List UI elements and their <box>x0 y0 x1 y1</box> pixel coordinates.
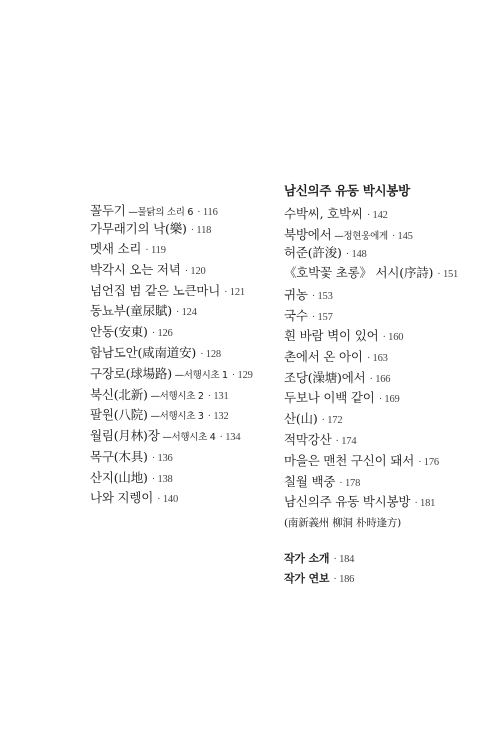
entry-title: 월림(月林)장 <box>90 428 160 443</box>
toc-entry <box>284 390 400 408</box>
entry-subtitle: —물닭의 소리 6 <box>125 207 194 218</box>
entry-subtitle: —정현웅에게 <box>331 231 388 242</box>
toc-entry <box>284 474 360 492</box>
entry-page: · 132 <box>207 411 229 422</box>
toc-entry <box>284 287 333 305</box>
section-heading: 남신의주 유동 박시봉방 <box>284 183 410 198</box>
entry-title: 두보나 이백 같이 <box>284 390 375 405</box>
entry-title: 허준(許浚) <box>284 245 342 260</box>
entry-title: 산(山) <box>284 411 318 426</box>
toc-entry <box>284 308 333 326</box>
entry-title: 나와 지렝이 <box>90 490 154 505</box>
toc-entry <box>90 407 229 425</box>
entry-page: · 131 <box>207 391 229 402</box>
entry-page: · 116 <box>197 207 218 218</box>
toc-entry <box>284 328 403 346</box>
toc-entry <box>284 349 388 367</box>
toc-entry <box>90 324 173 342</box>
back-matter-entry <box>284 570 354 588</box>
entry-title: 함남도안(咸南道安) <box>90 345 197 360</box>
entry-page: · 136 <box>151 453 173 464</box>
toc-entry <box>90 449 173 467</box>
entry-title: 산지(山地) <box>90 470 148 485</box>
entry-page: · 153 <box>311 291 333 302</box>
toc-entry <box>284 245 367 263</box>
entry-title: 팔원(八院) <box>90 407 148 422</box>
entry-title: 촌에서 온 아이 <box>284 349 363 364</box>
toc-entry <box>284 227 413 245</box>
entry-title: 흰 바람 벽이 있어 <box>284 328 379 343</box>
entry-title: 작가 연보 <box>284 572 330 585</box>
entry-title: 귀농 <box>284 287 308 302</box>
toc-entry <box>90 203 218 221</box>
entry-page: · 140 <box>157 494 179 505</box>
entry-title: 넘언집 범 같은 노큰마니 <box>90 283 221 298</box>
entry-page: · 157 <box>311 312 333 323</box>
entry-page: · 134 <box>219 432 241 443</box>
entry-page: · 151 <box>437 269 459 280</box>
toc-entry <box>284 370 390 388</box>
entry-page: · 176 <box>418 457 439 468</box>
toc-entry <box>284 453 439 471</box>
toc-entry <box>90 303 197 321</box>
entry-page: · 129 <box>231 370 253 381</box>
entry-title: 안동(安東) <box>90 324 148 339</box>
toc-entry <box>284 411 342 429</box>
entry-page: · 172 <box>321 415 343 426</box>
entry-page: · 184 <box>333 554 355 565</box>
entry-title: 꼴두기 <box>90 203 126 218</box>
entry-page: · 120 <box>184 266 206 277</box>
entry-title: 수박씨, 호박씨 <box>284 206 363 221</box>
toc-entry <box>284 494 435 512</box>
entry-title: 조당(澡塘)에서 <box>284 370 366 385</box>
entry-page: · 169 <box>378 394 400 405</box>
entry-title: 목구(木具) <box>90 449 148 464</box>
entry-page: · 160 <box>382 332 404 343</box>
entry-subtitle: —서행시초 1 <box>171 370 228 381</box>
entry-title: 작가 소개 <box>284 552 330 565</box>
entry-subtitle: —서행시초 3 <box>147 411 204 422</box>
entry-title: 국수 <box>284 308 308 323</box>
entry-title: 북방에서 <box>284 227 332 242</box>
entry-page: · 121 <box>224 287 245 298</box>
entry-title: 동뇨부(童尿賦) <box>90 303 172 318</box>
entry-page: · 118 <box>190 225 212 236</box>
entry-title: 북신(北新) <box>90 387 148 402</box>
entry-title: 가무래기의 낙(樂) <box>90 221 187 236</box>
toc-entry <box>284 265 458 283</box>
toc-entry <box>90 387 229 405</box>
toc-entry <box>90 490 178 508</box>
toc-entry <box>90 428 240 446</box>
entry-page: · 166 <box>369 374 391 385</box>
toc-entry <box>90 241 166 259</box>
toc-entry <box>90 345 221 363</box>
entry-page: · 148 <box>345 249 367 260</box>
entry-page: · 119 <box>145 245 166 256</box>
entry-title: 마을은 맨천 구신이 돼서 <box>284 453 415 468</box>
entry-subtitle: —서행시초 2 <box>147 391 204 402</box>
entry-title: 적막강산 <box>284 432 332 447</box>
entry-page: · 181 <box>414 498 436 509</box>
entry-hanja-subtitle: (南新義州 柳洞 朴時逢方) <box>284 517 402 529</box>
entry-title: 《호박꽃 초롱》 서시(序詩) <box>284 265 434 280</box>
entry-page: · 126 <box>151 328 173 339</box>
entry-page: · 142 <box>366 210 388 221</box>
entry-title: 남신의주 유동 박시봉방 <box>284 494 411 509</box>
entry-page: · 128 <box>200 349 221 360</box>
toc-entry <box>90 470 173 488</box>
entry-page: · 174 <box>335 436 357 447</box>
toc-entry <box>284 432 356 450</box>
toc-entry <box>284 206 388 224</box>
toc-entry <box>90 262 206 280</box>
toc-entry <box>90 366 253 384</box>
entry-title: 박각시 오는 저녁 <box>90 262 181 277</box>
entry-page: · 178 <box>339 478 361 489</box>
entry-title: 멧새 소리 <box>90 241 142 256</box>
entry-page: · 124 <box>175 307 197 318</box>
entry-page: · 145 <box>391 231 413 242</box>
entry-page: · 163 <box>366 353 388 364</box>
entry-title: 구장로(球場路) <box>90 366 172 381</box>
entry-page: · 138 <box>151 474 173 485</box>
entry-title: 칠월 백중 <box>284 474 336 489</box>
entry-subtitle: —서행시초 4 <box>159 432 216 443</box>
toc-entry <box>90 221 211 239</box>
toc-entry <box>90 283 245 301</box>
entry-page: · 186 <box>333 574 355 585</box>
back-matter-entry <box>284 550 354 568</box>
